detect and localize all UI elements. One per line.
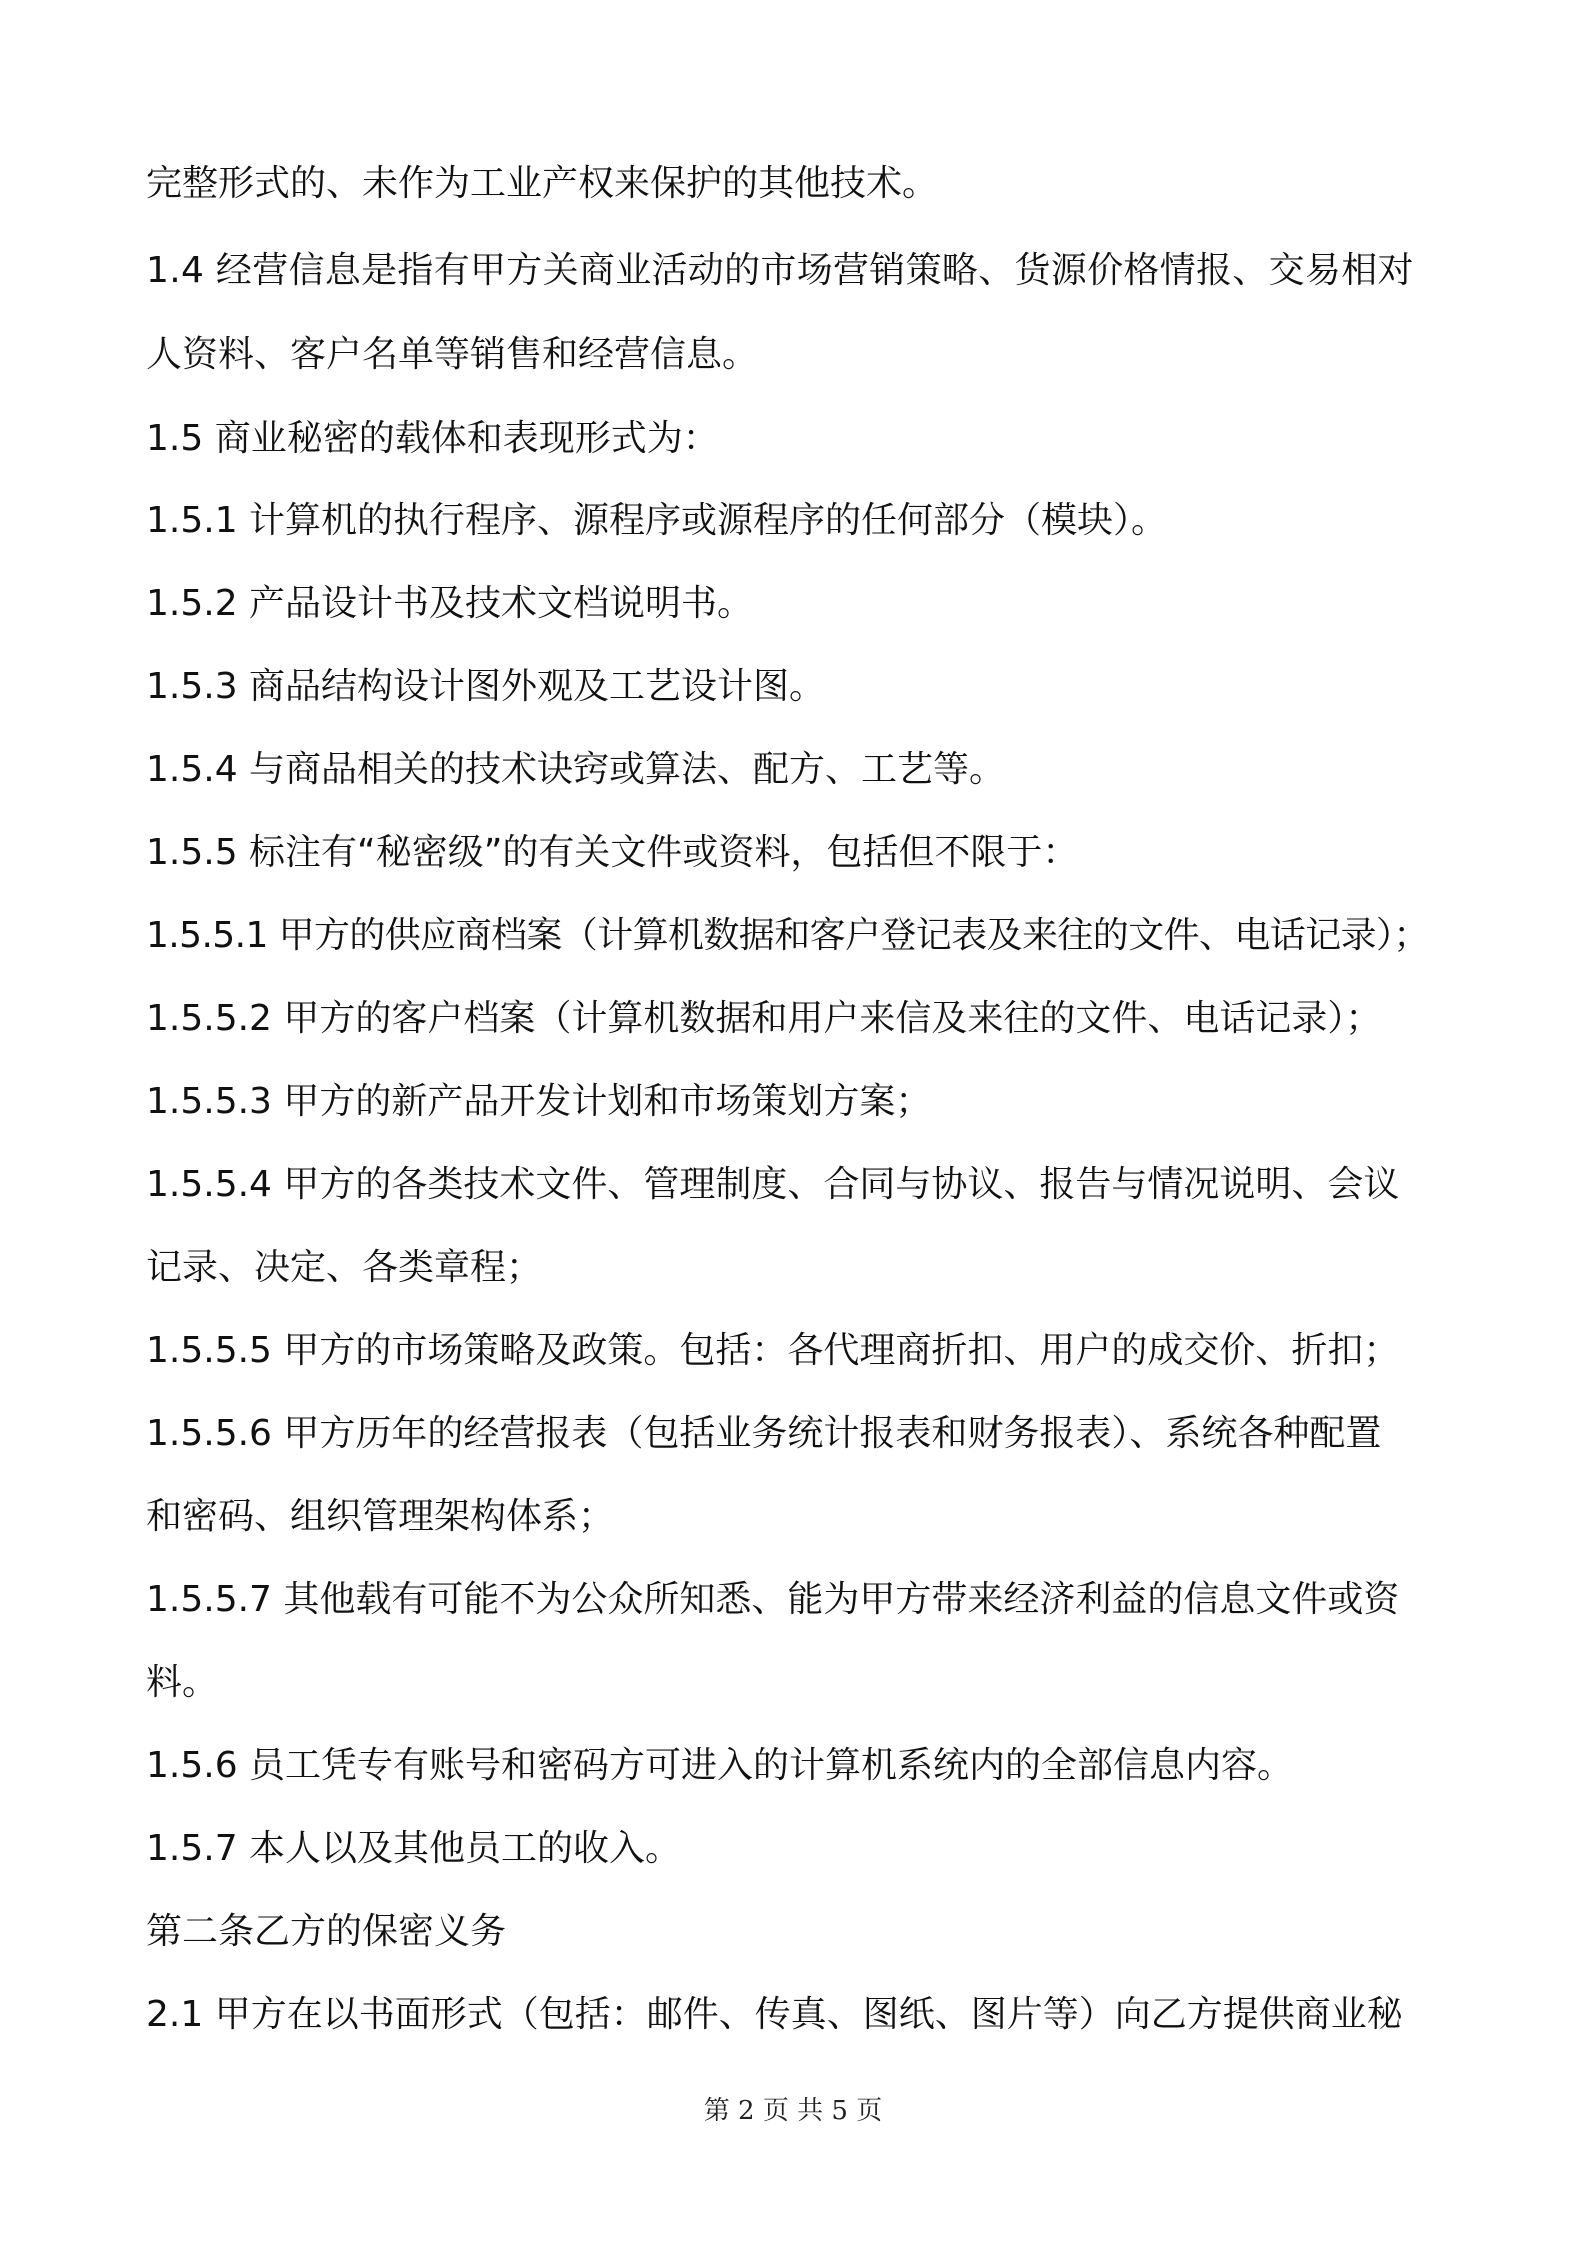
text-line: 1.5.4 与商品相关的技术诀窍或算法、配方、工艺等。 (146, 749, 1006, 790)
text-line: 1.5.1 计算机的执行程序、源程序或源程序的任何部分（模块）。 (146, 500, 1168, 541)
text-line: 料。 (146, 1662, 219, 1703)
text-line: 1.5.5.7 其他载有可能不为公众所知悉、能为甲方带来经济利益的信息文件或资 (146, 1579, 1400, 1620)
text-line: 1.5.5.6 甲方历年的经营报表（包括业务统计报表和财务报表）、系统各种配置 (146, 1413, 1382, 1454)
section-heading: 第二条乙方的保密义务 (146, 1911, 507, 1952)
text-line: 1.5 商业秘密的载体和表现形式为： (146, 418, 719, 459)
text-line: 1.5.5.4 甲方的各类技术文件、管理制度、合同与协议、报告与情况说明、会议 (146, 1164, 1400, 1205)
text-line: 1.5.3 商品结构设计图外观及工艺设计图。 (146, 666, 826, 707)
text-line: 完整形式的、未作为工业产权来保护的其他技术。 (146, 163, 939, 204)
page-number: 第 2 页 共 5 页 (703, 2096, 883, 2126)
text-line: 记录、决定、各类章程； (146, 1247, 543, 1288)
text-line: 人资料、客户名单等销售和经营信息。 (146, 334, 759, 375)
text-line: 1.5.7 本人以及其他员工的收入。 (146, 1828, 682, 1869)
text-line: 1.5.5.2 甲方的客户档案（计算机数据和用户来信及来往的文件、电话记录）； (146, 998, 1382, 1039)
text-line: 1.4 经营信息是指有甲方关商业活动的市场营销策略、货源价格情报、交易相对 (146, 250, 1414, 291)
text-line: 1.5.5.5 甲方的市场策略及政策。包括：各代理商折扣、用户的成交价、折扣； (146, 1330, 1400, 1371)
text-line: 1.5.6 员工凭专有账号和密码方可进入的计算机系统内的全部信息内容。 (146, 1745, 1294, 1786)
text-line: 1.5.5.3 甲方的新产品开发计划和市场策划方案； (146, 1081, 932, 1122)
text-line: 1.5.5.1 甲方的供应商档案（计算机数据和客户登记表及来往的文件、电话记录）； (146, 915, 1429, 956)
text-line: 2.1 甲方在以书面形式（包括：邮件、传真、图纸、图片等）向乙方提供商业秘 (146, 1994, 1403, 2035)
text-line: 1.5.5 标注有“秘密级”的有关文件或资料，包括但不限于： (146, 832, 1079, 873)
text-line: 和密码、组织管理架构体系； (146, 1496, 615, 1537)
text-line: 1.5.2 产品设计书及技术文档说明书。 (146, 583, 754, 624)
